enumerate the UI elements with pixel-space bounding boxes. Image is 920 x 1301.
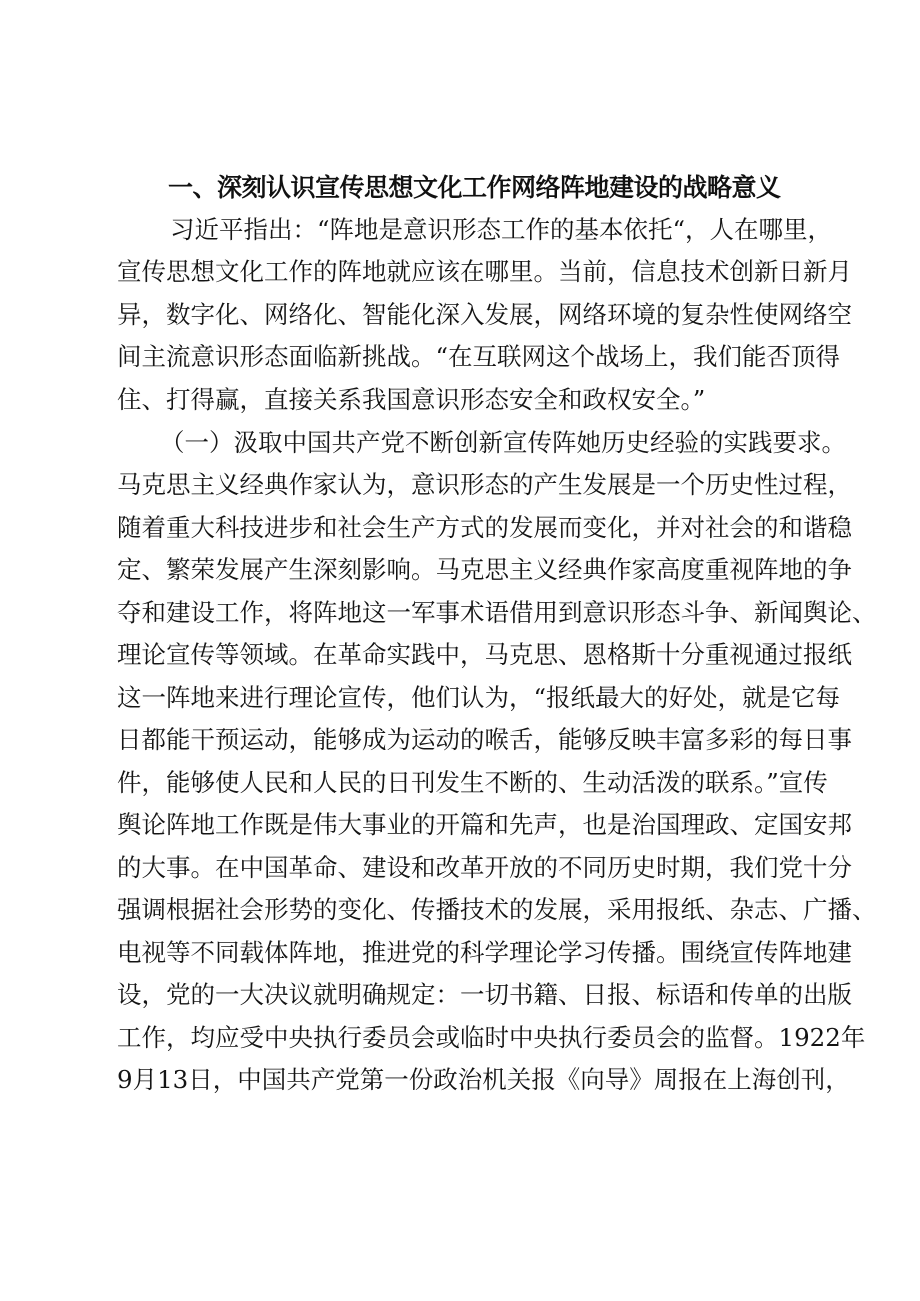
body-line: 定、繁荣发展产生深刻影响。马克思主义经典作家高度重视阵地的争 [117, 555, 852, 584]
body-line: 随着重大科技进步和社会生产方式的发展而变化，并对社会的和谐稳 [117, 513, 852, 542]
body-line: 夺和建设工作，将阵地这一军事术语借用到意识形态斗争、新闻舆论、 [117, 598, 877, 627]
body-line: 的大事。在中国革命、建设和改革开放的不同历史时期，我们党十分 [117, 853, 852, 882]
body-line: 马克思主义经典作家认为，意识形态的产生发展是一个历史性过程， [117, 470, 852, 499]
body-line: 间主流意识形态面临新挑战。“在互联网这个战场上，我们能否顶得 [117, 342, 841, 371]
body-line: 9月13日，中国共产党第一份政治机关报《向导》周报在上海创刊， [117, 1065, 850, 1094]
body-line: 舆论阵地工作既是伟大事业的开篇和先声，也是治国理政、定国安邦 [117, 810, 852, 839]
body-line: 件，能够使人民和人民的日刊发生不断的、生动活泼的联系。”宣传 [117, 768, 828, 797]
body-line: 强调根据社会形势的变化、传播技术的发展，采用报纸、杂志、广播、 [117, 895, 877, 924]
body-line: 这一阵地来进行理论宣传，他们认为，“报纸最大的好处，就是它每 [117, 683, 841, 712]
body-line: 电视等不同载体阵地，推进党的科学理论学习传播。围绕宣传阵地建 [117, 938, 852, 967]
body-line: 住、打得赢，直接关系我国意识形态安全和政权安全。” [117, 385, 706, 414]
body-line: （一）汲取中国共产党不断创新宣传阵她历史经验的实践要求。 [160, 428, 846, 457]
body-line: 日都能干预运动，能够成为运动的喉舌，能够反映丰富多彩的每日事 [117, 725, 852, 754]
body-line: 异，数字化、网络化、智能化深入发展，网络环境的复杂性使网络空 [117, 300, 852, 329]
body-line: 设，党的一大决议就明确规定：一切书籍、日报、标语和传单的出版 [117, 980, 852, 1009]
body-line: 工作，均应受中央执行委员会或临时中央执行委员会的监督。1922年 [117, 1023, 866, 1052]
body-line: 宣传思想文化工作的阵地就应该在哪里。当前，信息技术创新日新月 [117, 257, 852, 286]
body-line: 习近平指出：“阵地是意识形态工作的基本依托“，人在哪里， [170, 215, 833, 244]
body-line: 理论宣传等领域。在革命实践中，马克思、恩格斯十分重视通过报纸 [117, 640, 852, 669]
section-heading: 一、深刻认识宣传思想文化工作网络阵地建设的战略意义 [168, 173, 781, 202]
